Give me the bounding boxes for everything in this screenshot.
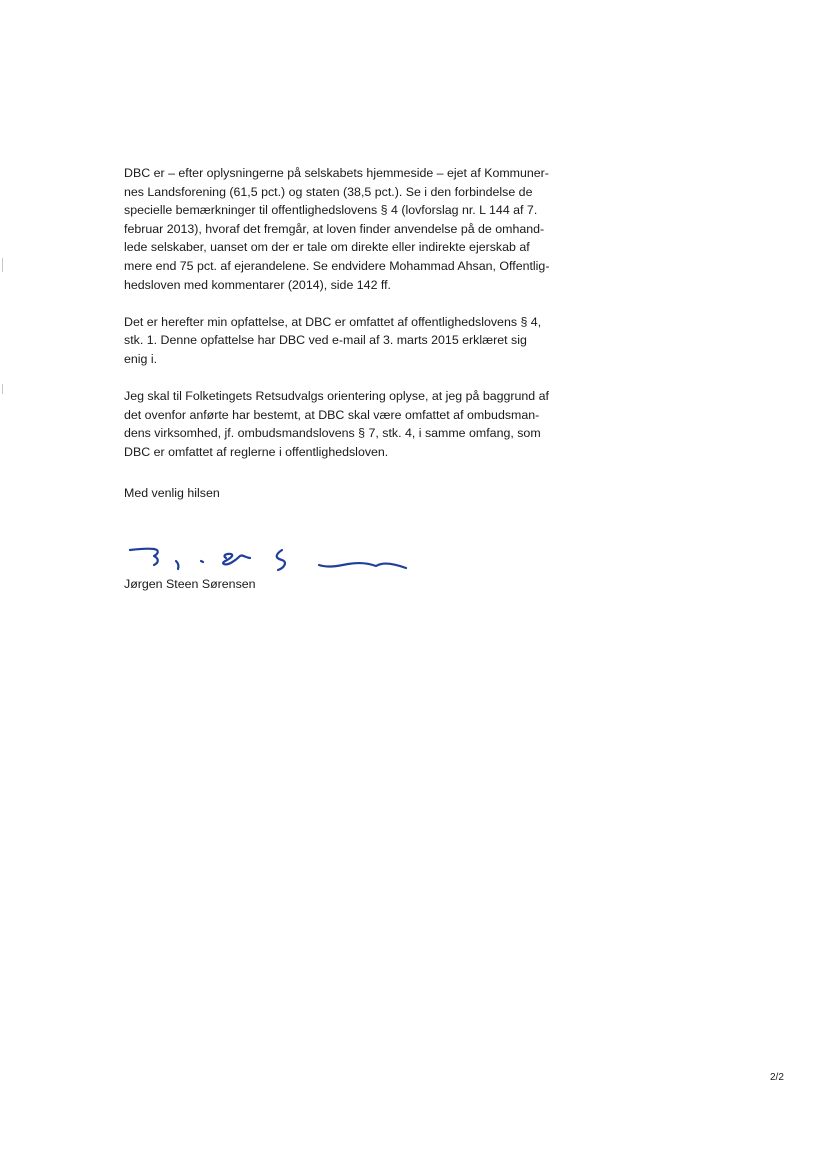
paragraph-spacer (124, 294, 594, 313)
signature-stroke (176, 561, 178, 569)
text-line: DBC er omfattet af reglerne i offentlighedsloven. (124, 444, 389, 459)
margin-mark (2, 258, 3, 272)
text-line: februar 2013), hvoraf det fremgår, at loven finder anvendelse på de omhand- (124, 221, 545, 236)
margin-mark (2, 384, 3, 394)
text-line: specielle bemærkninger til offentlighedslovens § 4 (lovforslag nr. L 144 af 7. (124, 203, 538, 218)
signature-stroke (223, 554, 250, 565)
paragraph-spacer (124, 369, 594, 388)
text-line: dens virksomhed, jf. ombudsmandslovens § 7, stk. 4, i samme omfang, som (124, 426, 541, 441)
paragraph-decision (124, 387, 594, 461)
page-number: 2/2 (770, 1072, 784, 1083)
text-line: DBC er – efter oplysningerne på selskabets hjemmeside – ejet af Kommuner- (124, 166, 549, 180)
text-line: lede selskaber, uanset om der er tale om direkte eller indirekte ejerskab af (124, 240, 530, 255)
text-line: enig i. (124, 351, 158, 366)
text-line: det ovenfor anførte har bestemt, at DBC skal være omfattet af ombudsman- (124, 407, 540, 422)
text-line: mere end 75 pct. af ejerandelene. Se endvidere Mohammad Ahsan, Offentlig- (124, 258, 550, 273)
closing-salutation: Med venlig hilsen (124, 486, 220, 500)
signature-stroke (130, 549, 158, 565)
text-line: Jeg skal til Folketingets Retsudvalgs orientering oplyse, at jeg på baggrund af (124, 389, 549, 404)
text-line: Det er herefter min opfattelse, at DBC er omfattet af offentlighedslovens § 4, (124, 314, 542, 329)
text-line: hedsloven med kommentarer (2014), side 142 ff. (124, 277, 392, 292)
signature-stroke (277, 550, 285, 570)
letter-body (124, 164, 594, 462)
text-line: nes Landsforening (61,5 pct.) og staten (38,5 pct.). Se i den forbindelse de (124, 184, 533, 199)
handwritten-signature (124, 540, 414, 580)
signature-stroke (201, 561, 203, 562)
paragraph-opinion (124, 313, 594, 369)
text-line: stk. 1. Denne opfattelse har DBC ved e-mail af 3. marts 2015 erklæret sig (124, 333, 527, 348)
paragraph-ownership (124, 164, 594, 294)
signer-name: Jørgen Steen Sørensen (124, 577, 256, 591)
signature-strokes (130, 549, 406, 570)
signature-stroke (319, 563, 406, 568)
